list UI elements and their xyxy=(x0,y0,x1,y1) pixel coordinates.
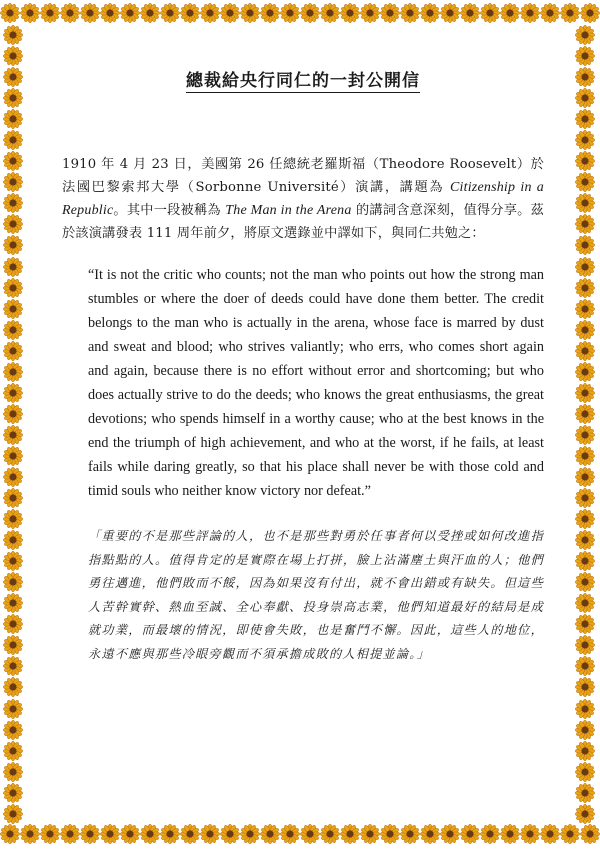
sunflower-icon xyxy=(3,193,23,213)
sunflower-icon xyxy=(575,614,595,634)
sunflower-icon xyxy=(340,3,360,23)
sunflower-icon xyxy=(575,172,595,192)
sunflower-icon xyxy=(575,214,595,234)
sunflower-icon xyxy=(3,720,23,740)
sunflower-icon xyxy=(575,488,595,508)
sunflower-icon xyxy=(80,824,100,844)
sunflower-icon xyxy=(3,46,23,66)
sunflower-icon xyxy=(575,635,595,655)
sunflower-icon xyxy=(3,699,23,719)
sunflower-icon xyxy=(40,824,60,844)
sunflower-icon xyxy=(575,425,595,445)
sunflower-icon xyxy=(400,3,420,23)
sunflower-icon xyxy=(100,824,120,844)
sunflower-icon xyxy=(60,3,80,23)
sunflower-icon xyxy=(3,109,23,129)
sunflower-icon xyxy=(560,824,580,844)
border-right xyxy=(575,25,597,824)
sunflower-icon xyxy=(575,699,595,719)
sunflower-icon xyxy=(340,824,360,844)
passage-title: The Man in the Arena xyxy=(225,203,352,218)
sunflower-icon xyxy=(0,824,20,844)
intro-paragraph xyxy=(62,153,544,245)
sunflower-icon xyxy=(180,3,200,23)
sunflower-icon xyxy=(520,824,540,844)
sunflower-icon xyxy=(3,677,23,697)
sunflower-icon xyxy=(160,824,180,844)
chinese-translation: 「重要的不是那些評論的人，也不是那些對勇於任事者何以受挫或如何改進指指點點的人。值得肯定的是實際在場上打拼，臉上沾滿塵土與汗血的人；他們勇往邁進，他們敗而不餒，因為如果沒有付出，就不會出錯或有缺失。但這些人苦幹實幹、熱血至誠、全心奉獻、投身崇高志業，他們知道最好的結局是成就功業，而最壞的情況，即使會失敗，也是奮鬥不懈。因此，這些人的地位，永遠不應與那些冷眼旁觀而不須承擔成敗的人相提並論。」 xyxy=(88,529,544,661)
sunflower-icon xyxy=(320,3,340,23)
sunflower-icon xyxy=(200,824,220,844)
sunflower-icon xyxy=(575,446,595,466)
sunflower-icon xyxy=(575,67,595,87)
sunflower-icon xyxy=(3,214,23,234)
sunflower-icon xyxy=(575,299,595,319)
sunflower-icon xyxy=(460,3,480,23)
sunflower-icon xyxy=(540,3,560,23)
letter-body xyxy=(62,66,544,678)
sunflower-icon xyxy=(3,635,23,655)
sunflower-icon xyxy=(3,341,23,361)
sunflower-icon xyxy=(3,257,23,277)
sunflower-icon xyxy=(3,467,23,487)
sunflower-icon xyxy=(575,404,595,424)
sunflower-icon xyxy=(3,762,23,782)
sunflower-icon xyxy=(460,824,480,844)
sunflower-icon xyxy=(440,824,460,844)
sunflower-icon xyxy=(3,783,23,803)
sunflower-icon xyxy=(240,824,260,844)
sunflower-icon xyxy=(120,824,140,844)
sunflower-icon xyxy=(20,824,40,844)
sunflower-icon xyxy=(575,278,595,298)
sunflower-icon xyxy=(3,67,23,87)
sunflower-icon xyxy=(575,151,595,171)
sunflower-icon xyxy=(3,572,23,592)
sunflower-icon xyxy=(575,130,595,150)
sunflower-icon xyxy=(60,824,80,844)
sunflower-icon xyxy=(575,551,595,571)
sunflower-icon xyxy=(3,404,23,424)
sunflower-icon xyxy=(575,783,595,803)
border-left xyxy=(3,25,25,824)
english-quote: “It is not the critic who counts; not the man who points out how the strong man stumbles or where the doer of deeds could have done them better. The credit belongs to the man who is actually in the arena, whose face is marred by dust and sweat and blood; who strives valiantly; who errs, who comes short again and again, because there is no effort without error and shortcoming; but who does actually strive to do the deeds; who knows the great enthusiasms, the great devotions; who spends himself in a worthy cause; who at the best knows in the end the triumph of high achievement, and who at the worst, if he fails, at least fails while daring greatly, so that his place shall never be with those cold and timid souls who neither know victory nor defeat.” xyxy=(88,267,544,499)
sunflower-icon xyxy=(300,824,320,844)
intro-text-2: 。其中一段被稱為 xyxy=(113,203,226,218)
sunflower-icon xyxy=(3,235,23,255)
sunflower-icon xyxy=(575,362,595,382)
sunflower-icon xyxy=(420,824,440,844)
sunflower-icon xyxy=(280,3,300,23)
sunflower-icon xyxy=(540,824,560,844)
sunflower-icon xyxy=(575,593,595,613)
sunflower-icon xyxy=(200,3,220,23)
sunflower-icon xyxy=(575,467,595,487)
sunflower-icon xyxy=(420,3,440,23)
sunflower-icon xyxy=(3,593,23,613)
sunflower-icon xyxy=(40,3,60,23)
sunflower-icon xyxy=(3,425,23,445)
sunflower-icon xyxy=(3,130,23,150)
sunflower-icon xyxy=(480,824,500,844)
sunflower-icon xyxy=(380,3,400,23)
sunflower-icon xyxy=(575,804,595,824)
sunflower-icon xyxy=(3,151,23,171)
sunflower-icon xyxy=(80,3,100,23)
sunflower-icon xyxy=(3,530,23,550)
sunflower-icon xyxy=(3,299,23,319)
sunflower-icon xyxy=(3,362,23,382)
sunflower-icon xyxy=(100,3,120,23)
sunflower-icon xyxy=(580,3,600,23)
sunflower-icon xyxy=(575,741,595,761)
sunflower-icon xyxy=(575,720,595,740)
sunflower-icon xyxy=(575,193,595,213)
sunflower-icon xyxy=(3,741,23,761)
sunflower-icon xyxy=(560,3,580,23)
border-top xyxy=(0,3,600,25)
sunflower-icon xyxy=(140,3,160,23)
sunflower-icon xyxy=(3,88,23,108)
sunflower-icon xyxy=(240,3,260,23)
sunflower-icon xyxy=(280,824,300,844)
sunflower-icon xyxy=(575,109,595,129)
sunflower-icon xyxy=(575,25,595,45)
sunflower-icon xyxy=(3,383,23,403)
sunflower-icon xyxy=(575,677,595,697)
sunflower-icon xyxy=(360,3,380,23)
sunflower-icon xyxy=(575,572,595,592)
sunflower-icon xyxy=(3,446,23,466)
sunflower-icon xyxy=(575,46,595,66)
sunflower-icon xyxy=(160,3,180,23)
sunflower-icon xyxy=(575,320,595,340)
sunflower-icon xyxy=(575,341,595,361)
sunflower-icon xyxy=(260,824,280,844)
sunflower-icon xyxy=(320,824,340,844)
sunflower-icon xyxy=(575,88,595,108)
sunflower-icon xyxy=(220,3,240,23)
sunflower-icon xyxy=(575,383,595,403)
sunflower-icon xyxy=(440,3,460,23)
sunflower-icon xyxy=(3,804,23,824)
page-title xyxy=(62,66,544,91)
sunflower-icon xyxy=(575,656,595,676)
sunflower-icon xyxy=(500,3,520,23)
sunflower-icon xyxy=(260,3,280,23)
sunflower-icon xyxy=(120,3,140,23)
sunflower-icon xyxy=(3,278,23,298)
sunflower-icon xyxy=(140,824,160,844)
sunflower-icon xyxy=(3,656,23,676)
sunflower-icon xyxy=(500,824,520,844)
sunflower-icon xyxy=(180,824,200,844)
sunflower-icon xyxy=(300,3,320,23)
border-bottom xyxy=(0,824,600,846)
sunflower-icon xyxy=(3,25,23,45)
sunflower-icon xyxy=(575,509,595,529)
sunflower-icon xyxy=(380,824,400,844)
sunflower-icon xyxy=(220,824,240,844)
sunflower-icon xyxy=(520,3,540,23)
sunflower-icon xyxy=(360,824,380,844)
intro-text-1: 1910 年 4 月 23 日，美國第 26 任總統老羅斯福（Theodore Roosevelt）於法國巴黎索邦大學（Sorbonne Université）演講，講題為 xyxy=(62,157,544,195)
sunflower-icon xyxy=(575,762,595,782)
sunflower-icon xyxy=(575,257,595,277)
sunflower-icon xyxy=(3,488,23,508)
sunflower-icon xyxy=(0,3,20,23)
sunflower-icon xyxy=(400,824,420,844)
sunflower-icon xyxy=(3,614,23,634)
title-text: 總裁給央行同仁的一封公開信 xyxy=(186,71,420,91)
sunflower-icon xyxy=(580,824,600,844)
sunflower-icon xyxy=(575,530,595,550)
sunflower-icon xyxy=(3,551,23,571)
sunflower-icon xyxy=(3,509,23,529)
sunflower-icon xyxy=(20,3,40,23)
sunflower-icon xyxy=(480,3,500,23)
sunflower-icon xyxy=(3,320,23,340)
lecture-title: Citizenship in a Republic xyxy=(62,180,544,218)
intro-text-3: 的講詞含意深刻，值得分享。茲於該演講發表 111 周年前夕，將原文選錄並中譯如下，與同仁共勉之： xyxy=(62,203,544,241)
sunflower-icon xyxy=(3,172,23,192)
sunflower-icon xyxy=(575,235,595,255)
